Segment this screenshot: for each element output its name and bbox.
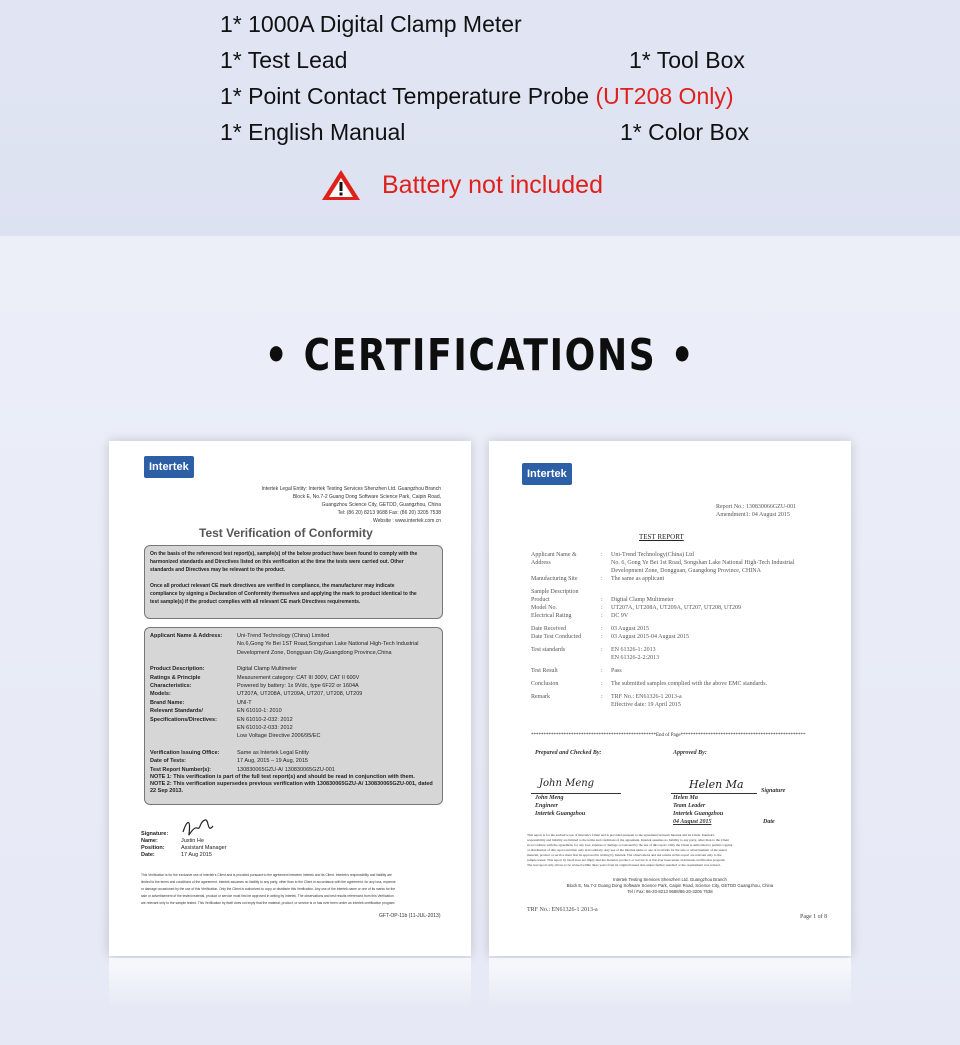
field-value: Low Voltage Directive 2006/95/EC — [237, 733, 321, 740]
field-label: Characteristics: — [150, 683, 192, 689]
row-value: Digital Clamp Multimeter — [611, 597, 674, 603]
row-value: 03 August 2015-04 August 2015 — [611, 634, 690, 640]
entity-line: Block E, No.7-2 Guang Dong Software Science Park, Caipin Road, — [292, 494, 441, 500]
form-code: GFT-OP-11b (11-JUL-2013) — [379, 913, 441, 919]
signature-word: Signature — [761, 788, 786, 794]
signature-label: Signature: — [141, 831, 169, 837]
package-item: 1* English Manual — [220, 119, 406, 145]
row-separator: : — [601, 634, 603, 640]
report-number: Report No.: 130830066GZU-001 — [716, 504, 797, 510]
row-separator: : — [601, 576, 603, 582]
disclaimer-line: material, product or service must first be approved in writing by Intertek. The observations and test results in this report are relevant only to the — [527, 853, 722, 857]
prepared-line: Intertek Guangzhou — [535, 811, 586, 817]
note-line: NOTE 1: This verification is part of the full test report(s) and should be read in conjunction with them. — [150, 774, 415, 780]
row-separator: : — [601, 626, 603, 632]
field-value: 130830065GZU-A/ 130830065GZU-001 — [237, 766, 335, 773]
intro-line: Once all product relevant CE mark directives are verified in compliance, the manufacturer may indicate — [150, 583, 395, 589]
field-value: Development Zone, Dongguan City,Guangdong Province,China — [237, 649, 392, 656]
field-label: Models: — [150, 691, 171, 698]
row-value: No. 6, Gong Ye Bei 1st Road, Songshan Lake National High-Tech Industrial — [611, 560, 795, 566]
disclaimer-line: in accordance with the agreement, for any loss, expense or damage occasioned by the use of this report. Only the Client is authorized to permit copying — [527, 843, 733, 847]
field-value: Measurement category: CAT III 300V, CAT II 600V — [237, 674, 360, 681]
intro-line: On the basis of the referenced test report(s), sample(s) of the below product have been found to comply with the — [150, 551, 418, 557]
note-line: 22 Sep 2013. — [150, 788, 184, 794]
prepared-line: John Meng — [535, 795, 564, 801]
row-value: UT207A, UT208A, UT209A, UT207, UT208, UT209 — [611, 605, 741, 611]
signature-label: Position: — [141, 845, 165, 851]
address-line: Block E, No.7-2 Guang Dong Software Science Park, Caipin Road, Science City, GETDD Guangzhou, China — [566, 883, 774, 888]
signature-value: Assistant Manager — [181, 845, 227, 851]
field-label: Brand Name: — [150, 699, 185, 706]
field-label: Test Report Number(s): — [150, 766, 212, 773]
package-item: 1* Test Lead — [220, 47, 348, 73]
conformity-title: Test Verification of Conformity — [199, 526, 373, 540]
approved-line: Intertek Guangzhou — [673, 811, 724, 817]
approved-label: Approved By: — [673, 750, 707, 756]
row-value: Development Zone, Dongguan, Guangdong Province, CHINA — [611, 568, 761, 574]
field-label: Applicant Name & Address: — [150, 633, 223, 639]
row-separator: : — [601, 613, 603, 619]
package-item: 1* Tool Box — [629, 47, 745, 73]
intro-box — [144, 545, 443, 619]
field-value: EN 61010-1: 2010 — [237, 708, 282, 715]
row-value: EN 61326-1: 2013 — [611, 647, 656, 653]
reflection-left — [109, 958, 471, 1008]
row-value: Pass — [611, 668, 622, 674]
row-label: Conclusion — [531, 681, 559, 687]
row-label: Address — [531, 560, 551, 566]
end-of-page: **************************************************End of Page************************************************** — [531, 733, 806, 738]
package-contents-panel — [0, 0, 960, 236]
signature-value: Justin He — [181, 838, 204, 844]
test-report-title: TEST REPORT — [639, 533, 684, 541]
battery-warning — [320, 168, 603, 202]
row-separator: : — [601, 694, 603, 700]
row-separator: : — [601, 647, 603, 653]
certifications-title: • CERTIFICATIONS • — [264, 330, 696, 381]
entity-line: Website : www.intertek.com.cn — [373, 518, 441, 524]
row-label: Product — [531, 597, 550, 603]
handwritten-signature — [179, 816, 219, 840]
reflection-right — [489, 958, 851, 1008]
note-line: NOTE 2: This verification supersedes previous verification with 130830065GZU-A/ 130830065GZU-001, dated — [150, 781, 433, 787]
disclaimer-line: The test report only allows to be revised within three years from its original issued date unless further standard or the requirement was revised. — [527, 863, 721, 867]
intro-line: standards and Directives may be relevant to the product. — [150, 567, 286, 573]
page-number: Page 1 of 8 — [800, 914, 828, 920]
disclaimer-line: responsibility and liability are limited to the terms and conditions of the agreement. Intertek assumes no liability to any party, other than to the Client — [527, 838, 730, 842]
footer-line: are relevant only to the sample tested. This Verification by itself does not imply that the material, product, or service is or has ever been under an Intertek certification program. — [141, 901, 396, 905]
footer-line: or damage occasioned by the use of this Verification. Only the Client is authorized to copy or distribute this Verification. Any use of the Intertek name or one of its marks for the — [141, 887, 396, 891]
prepared-label: Prepared and Checked By: — [535, 750, 602, 756]
details-box — [144, 627, 443, 805]
field-value: UNI-T — [237, 699, 252, 706]
row-value: Uni-Trend Technology(China) Ltd — [611, 552, 694, 558]
intertek-logo: Intertek — [144, 456, 194, 478]
row-label: Model No. — [531, 605, 557, 611]
field-label: Specifications/Directives: — [150, 716, 217, 723]
signature-left: John Meng — [539, 778, 595, 789]
signature-label: Date: — [141, 852, 155, 858]
intro-line: harmonized standards and Directives listed on this verification at the time the tests were carried out. Other — [150, 559, 404, 565]
row-separator: : — [601, 681, 603, 687]
field-value: UT207A, UT208A, UT209A, UT207, UT208, UT209 — [237, 691, 363, 698]
warning-triangle-icon — [320, 168, 362, 202]
field-value: 17 Aug, 2015 – 19 Aug, 2015 — [237, 758, 308, 765]
approved-line: 04 August 2015 — [673, 819, 712, 825]
footer-line: sale or advertisement of the tested material, product or service must first be approved in writing by Intertek. The observations and test results referenced from this Verification — [141, 894, 394, 898]
row-value: Effective date: 19 April 2015 — [611, 702, 681, 708]
certificate-conformity — [109, 441, 471, 956]
footer-line: limited to the terms and conditions of the agreement. Intertek assumes no liability to any party, other than to the Client in accordance with the agreement, for any loss, expense — [141, 880, 396, 884]
package-item-note: (UT208 Only) — [595, 83, 734, 109]
date-word: Date — [763, 819, 775, 825]
row-label: Remark — [531, 694, 550, 700]
row-value: The same as applicant — [611, 576, 665, 582]
row-label: Manufacturing Site — [531, 576, 578, 582]
field-value: Same as Intertek Legal Entity — [237, 749, 309, 756]
field-value: EN 61010-2-032: 2012 — [237, 716, 293, 723]
package-item: 1* 1000A Digital Clamp Meter — [220, 11, 522, 37]
battery-warning-text: Battery not included — [382, 170, 603, 199]
field-value: EN 61010-2-033: 2012 — [237, 725, 293, 731]
field-label: Verification Issuing Office: — [150, 749, 220, 756]
row-label: Date Received — [531, 626, 567, 632]
disclaimer-line: This report is for the exclusive use of Intertek's Client and is provided pursuant to the agreement between Intertek and its Client. Intertek's — [527, 833, 715, 837]
row-separator: : — [601, 605, 603, 611]
intro-line: compliance by signing a Declaration of Conformity themselves and applying the mark to product identical to the — [150, 591, 417, 597]
row-separator: : — [601, 552, 603, 558]
field-value: Digital Clamp Multimeter — [237, 666, 297, 673]
row-label: Electrical Rating — [531, 613, 572, 619]
package-item: 1* Color Box — [620, 119, 750, 145]
row-value: The submitted samples complied with the above EMC standards. — [611, 681, 768, 687]
row-separator: : — [601, 668, 603, 674]
row-label: Test standards — [531, 647, 566, 653]
row-label: Sample Description — [531, 589, 579, 595]
prepared-line: Engineer — [535, 803, 559, 809]
entity-line: Intertek Legal Entity: Intertek Testing Services Shenzhen Ltd. Guangzhou Branch — [261, 486, 441, 492]
disclaimer-line: or distribution of this report and then only in its entirety. Any use of the Intertek name or one of its marks for the sale or advertisement of the tested — [527, 848, 727, 852]
intro-line: test sample(s) if the product complies with all relevant CE mark Directives requirements. — [150, 599, 361, 605]
amendment: Amendment1: 04 August 2015 — [716, 512, 790, 518]
certificate-test-report — [489, 441, 851, 956]
row-value: EN 61326-2-2:2013 — [611, 655, 660, 661]
field-label: Product Description: — [150, 666, 205, 673]
footer-line: This Verification is for the exclusive use of Intertek's Client and is provided pursuant to the agreement between Intertek and its Client. Intertek's responsibility and liability are — [141, 873, 392, 877]
field-label: Ratings & Principle — [150, 674, 201, 681]
address-line: Intertek Testing Services Shenzhen Ltd. Guangzhou Branch — [613, 877, 727, 882]
row-label: Date Test Conducted — [531, 634, 582, 640]
intertek-logo: Intertek — [522, 463, 572, 485]
field-value: No.6,Gong Ye Bei 1ST Road,Songshan Lake National High-Tech Industrial — [237, 641, 419, 648]
row-label: Test Result — [531, 668, 558, 674]
row-value: TRF No.: EN61326-1 2013-a — [611, 694, 682, 700]
address-line: Tel / Fax: 86-20-8213 9688/86-20-3205 7538 — [627, 889, 713, 894]
field-value: Powered by battery: 1x 9Vdc, type 6F22 or 1604A — [237, 683, 359, 689]
field-label: Date of Tests: — [150, 758, 186, 765]
signature-right: Helen Ma — [689, 778, 744, 791]
field-value: Uni-Trend Technology (China) Limited — [237, 633, 330, 639]
entity-line: Guangzhou Science City, GETDD, Guangzhou, China — [321, 502, 441, 508]
row-value: DC 9V — [611, 613, 629, 619]
entity-line: Tel: (86 20) 8213 9688 Fax: (86 20) 3205 7538 — [337, 510, 441, 516]
approved-line: Helen Ma — [673, 795, 698, 801]
row-value: 03 August 2015 — [611, 626, 650, 632]
field-label: Relevant Standards/ — [150, 708, 203, 715]
disclaimer-line: sample tested. This report by itself does not imply that the material, product, or service is or has ever been under an Intertek certification program. — [527, 858, 726, 862]
row-separator: : — [601, 597, 603, 603]
signature-label: Name: — [141, 838, 158, 844]
approved-line: Team Leader — [673, 803, 706, 809]
row-label: Applicant Name & — [531, 552, 577, 558]
package-item — [220, 83, 734, 110]
signature-value: 17 Aug 2015 — [181, 852, 212, 858]
trf-number: TRF No.: EN61326-1 2013-a — [527, 907, 598, 913]
package-item-text: 1* Point Contact Temperature Probe — [220, 83, 590, 109]
